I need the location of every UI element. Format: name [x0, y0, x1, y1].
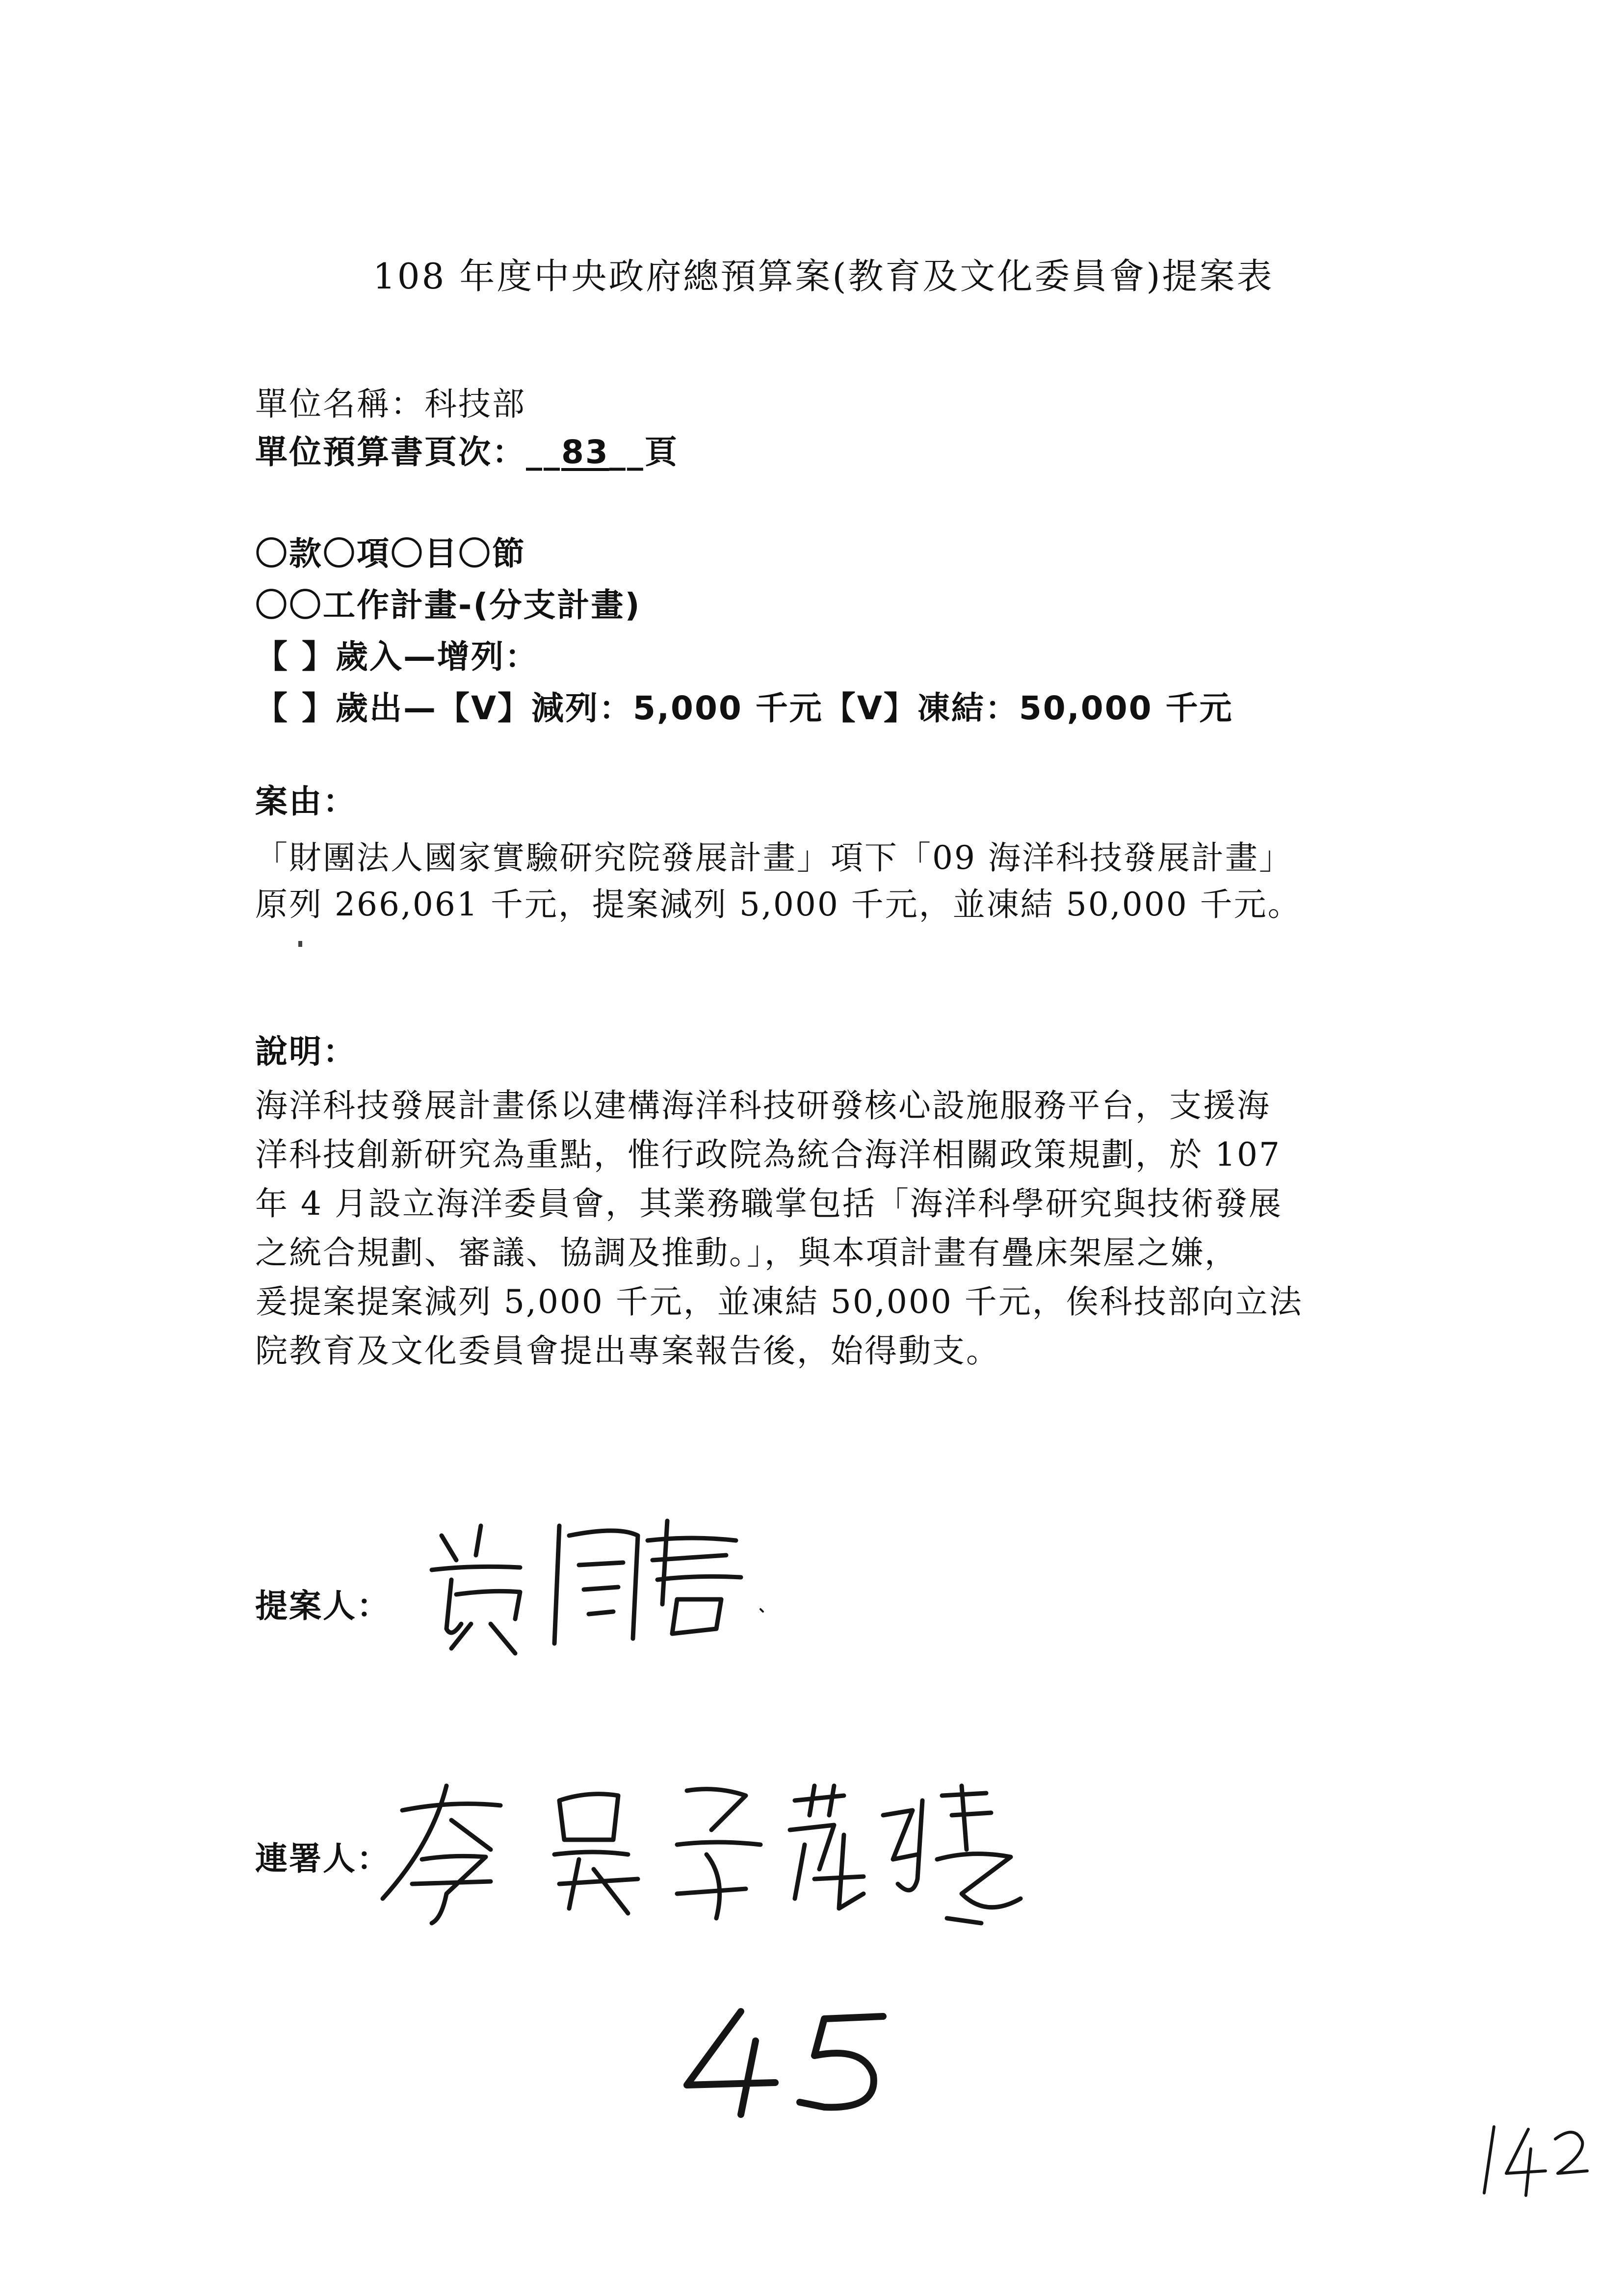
reason-line: 「財團法人國家實驗研究院發展計畫」項下「09 海洋科技發展計畫」: [255, 839, 1293, 877]
scan-speck: [298, 941, 302, 947]
budget-page-blank-right: __: [609, 433, 645, 471]
budget-page-label: 單位預算書頁次：: [255, 433, 526, 471]
work-plan-line: 〇〇工作計畫-(分支計畫): [255, 586, 641, 624]
revenue-line: 【 】歲入—增列：: [255, 638, 539, 676]
explanation-line: 之統合規劃、審議、協調及推動。」，與本項計畫有疊床架屋之嫌，: [255, 1234, 1238, 1272]
budget-page-blank-left: __: [526, 433, 561, 471]
document-title: 108 年度中央政府總預算案(教育及文化委員會)提案表: [373, 256, 1274, 297]
reason-line: 原列 266,061 千元，提案減列 5,000 千元，並凍結 50,000 千元。: [255, 886, 1302, 923]
explanation-heading: 說明：: [255, 1033, 357, 1070]
explanation-line: 爰提案提案減列 5,000 千元，並凍結 50,000 千元，俟科技部向立法: [255, 1283, 1303, 1321]
cosigner-signatures: [373, 1771, 1025, 1948]
expense-line: 【 】歲出—【V】減列：5,000 千元【V】凍結：50,000 千元: [255, 689, 1233, 727]
proposer-label: 提案人：: [255, 1587, 391, 1625]
budget-page-suffix: 頁: [644, 433, 679, 471]
explanation-line: 年 4 月設立海洋委員會，其業務職掌包括「海洋科學研究與技術發展: [255, 1185, 1283, 1223]
budget-item-line: 〇款〇項〇目〇節: [255, 535, 526, 573]
explanation-line: 院教育及文化委員會提出專案報告後，始得動支。: [255, 1332, 1000, 1370]
cosigner-label: 連署人：: [255, 1840, 391, 1878]
budget-page-number: 83: [561, 433, 609, 471]
page-number-handwritten: [1472, 2119, 1599, 2203]
unit-name: 單位名稱：科技部: [255, 385, 526, 423]
explanation-line: 海洋科技發展計畫係以建構海洋科技研發核心設施服務平台，支援海: [255, 1087, 1271, 1124]
proposer-signature: [422, 1506, 775, 1663]
case-number-handwritten: [677, 2002, 903, 2119]
budget-page-line: [255, 426, 679, 472]
explanation-line: 洋科技創新研究為重點，惟行政院為統合海洋相關政策規劃，於 107: [255, 1136, 1281, 1174]
reason-heading: 案由：: [255, 783, 357, 820]
